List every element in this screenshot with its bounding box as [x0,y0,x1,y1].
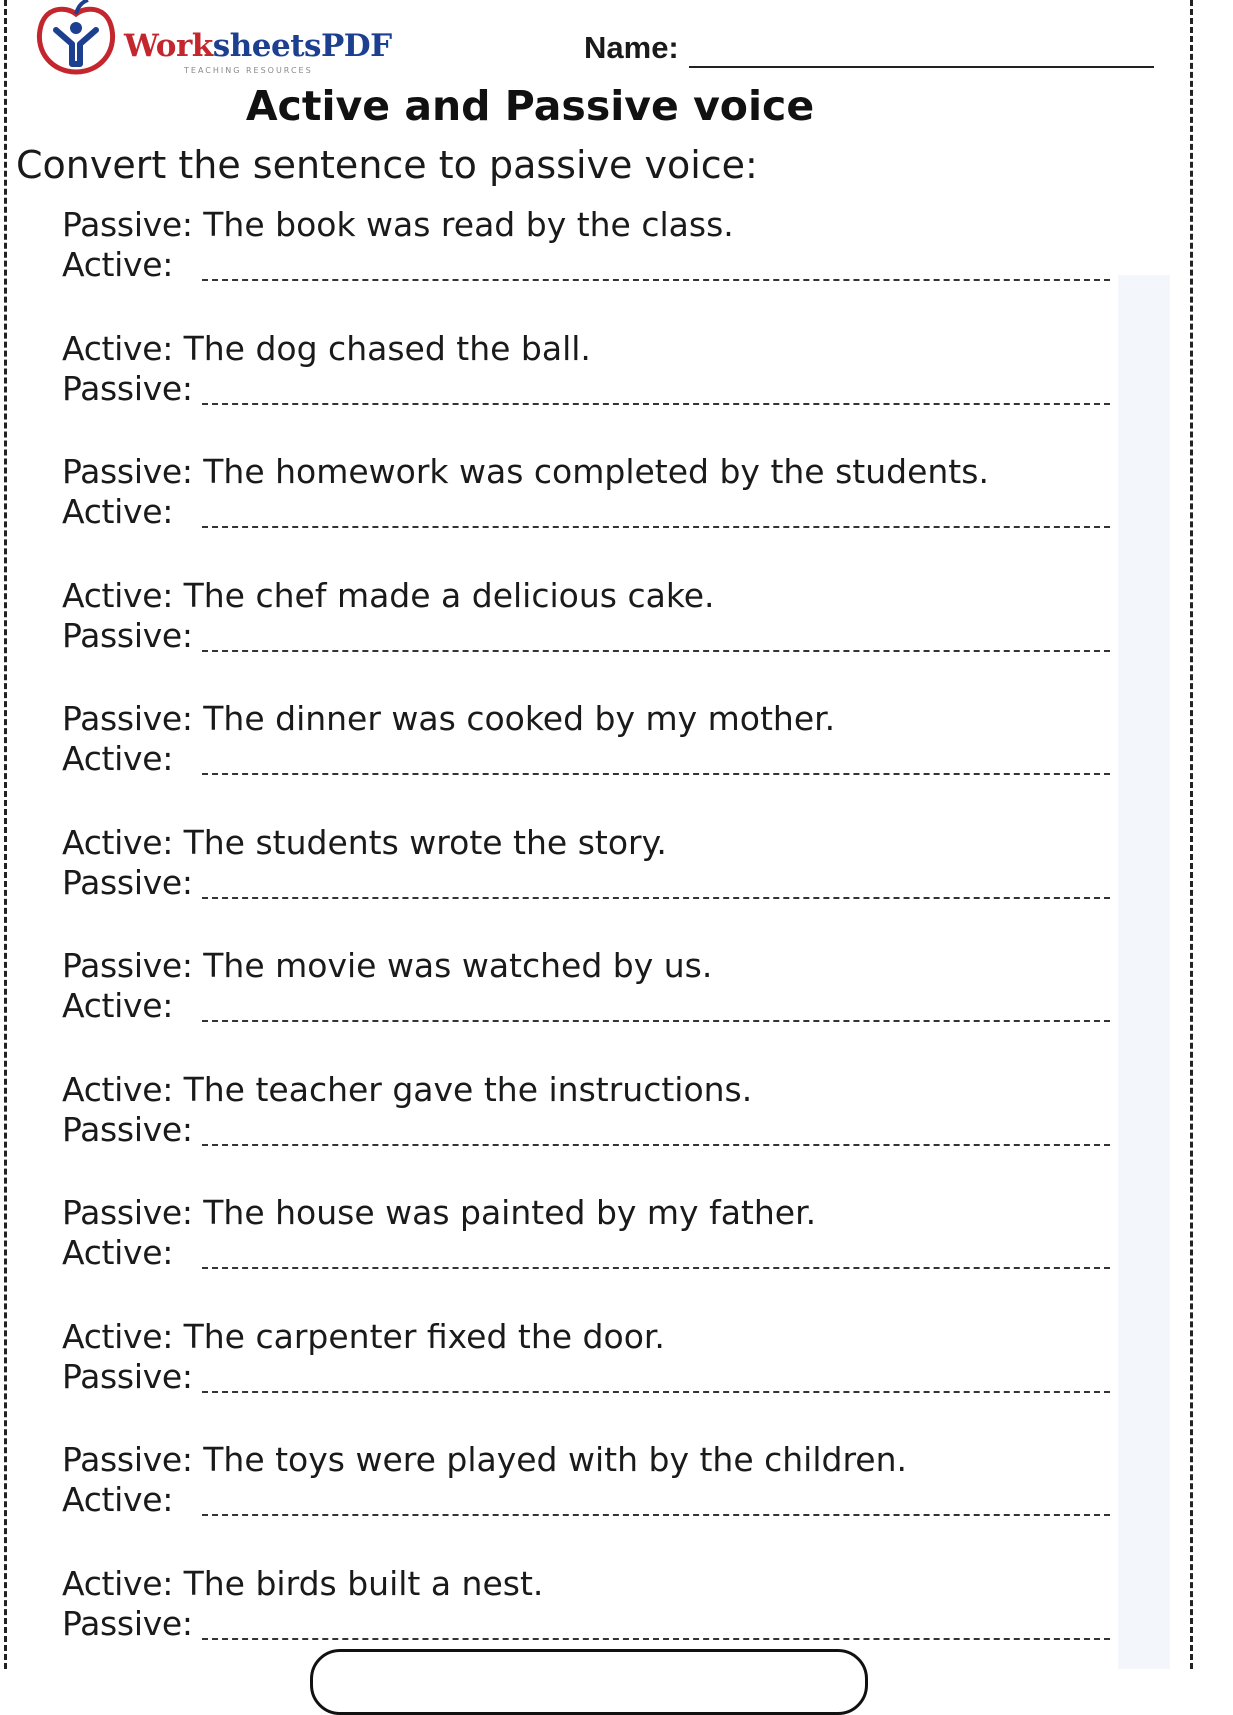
exercise-item [62,205,1122,329]
given-label: Passive: [62,699,193,738]
given-sentence [62,576,715,616]
given-label: Passive: [62,452,193,491]
logo-wordmark-part1: Work [124,28,213,64]
given-sentence [62,1317,665,1357]
given-label: Active: [62,575,174,615]
answer-label: Active: [62,245,174,284]
exercise-item [62,823,1122,947]
given-label: Passive: [62,1193,193,1232]
name-label: Name: [584,30,679,65]
given-text: The toys were played with by the children. [203,1440,907,1479]
given-text: The carpenter fixed the door. [183,1316,665,1356]
page-title: Active and Passive voice [245,82,815,130]
dashed-border-left [4,0,7,1669]
answer-line[interactable] [202,279,1110,281]
answer-line[interactable] [202,526,1110,528]
answer-line[interactable] [202,773,1110,775]
footer-badge [310,1649,868,1715]
answer-label: Active: [62,739,174,778]
answer-label: Active: [62,492,174,531]
answer-label: Passive: [62,1356,193,1396]
given-sentence [62,699,835,739]
given-sentence [62,205,734,245]
instruction-text: Convert the sentence to passive voice: [16,143,758,187]
logo-wordmark-part2: sheetsPDF [212,28,392,64]
exercise-item [62,1317,1122,1441]
given-text: The birds built a nest. [183,1563,544,1603]
given-text: The homework was completed by the students. [203,452,989,491]
exercise-item [62,452,1122,576]
answer-label: Active: [62,1233,174,1272]
given-label: Passive: [62,1440,193,1479]
answer-line[interactable] [202,1638,1110,1640]
given-sentence [62,452,989,492]
exercise-item [62,699,1122,823]
given-sentence [62,1564,543,1604]
given-text: The book was read by the class. [203,205,734,244]
answer-line[interactable] [202,897,1110,899]
given-text: The house was painted by my father. [203,1193,817,1232]
logo-tagline: TEACHING RESOURCES [184,66,313,75]
given-label: Active: [62,1316,174,1356]
given-sentence [62,946,712,986]
exercise-item [62,1193,1122,1317]
answer-label: Passive: [62,1603,193,1643]
answer-label: Passive: [62,862,193,902]
answer-line[interactable] [202,1144,1110,1146]
answer-line[interactable] [202,1391,1110,1393]
given-sentence [62,1193,816,1233]
answer-line[interactable] [202,1020,1110,1022]
exercise-item [62,1070,1122,1194]
exercise-item [62,1440,1122,1564]
given-label: Passive: [62,205,193,244]
given-text: The dog chased the ball. [183,328,591,368]
answer-label: Passive: [62,615,193,655]
given-text: The teacher gave the instructions. [183,1069,753,1109]
answer-label: Active: [62,1480,174,1519]
logo-wordmark [124,28,392,64]
given-label: Active: [62,822,174,862]
given-text: The chef made a delicious cake. [183,575,715,615]
answer-label: Passive: [62,1109,193,1149]
answer-line[interactable] [202,403,1110,405]
given-sentence [62,1440,907,1480]
name-field[interactable] [689,66,1154,68]
given-text: The movie was watched by us. [203,946,713,985]
given-label: Active: [62,328,174,368]
given-sentence [62,329,591,369]
page-shade-strip [1118,275,1170,1669]
exercise-item [62,946,1122,1070]
exercise-list [62,205,1122,1687]
dashed-border-right [1190,0,1193,1669]
given-label: Active: [62,1069,174,1109]
answer-label: Active: [62,986,174,1025]
answer-label: Passive: [62,368,193,408]
answer-line[interactable] [202,1514,1110,1516]
exercise-item [62,329,1122,453]
given-text: The dinner was cooked by my mother. [203,699,836,738]
answer-line[interactable] [202,650,1110,652]
answer-line[interactable] [202,1267,1110,1269]
given-sentence [62,823,667,863]
given-sentence [62,1070,752,1110]
apple-person-logo-icon [36,0,116,78]
given-label: Passive: [62,946,193,985]
worksheetspdf-logo [36,0,396,80]
exercise-item [62,576,1122,700]
given-label: Active: [62,1563,174,1603]
given-text: The students wrote the story. [183,822,667,862]
